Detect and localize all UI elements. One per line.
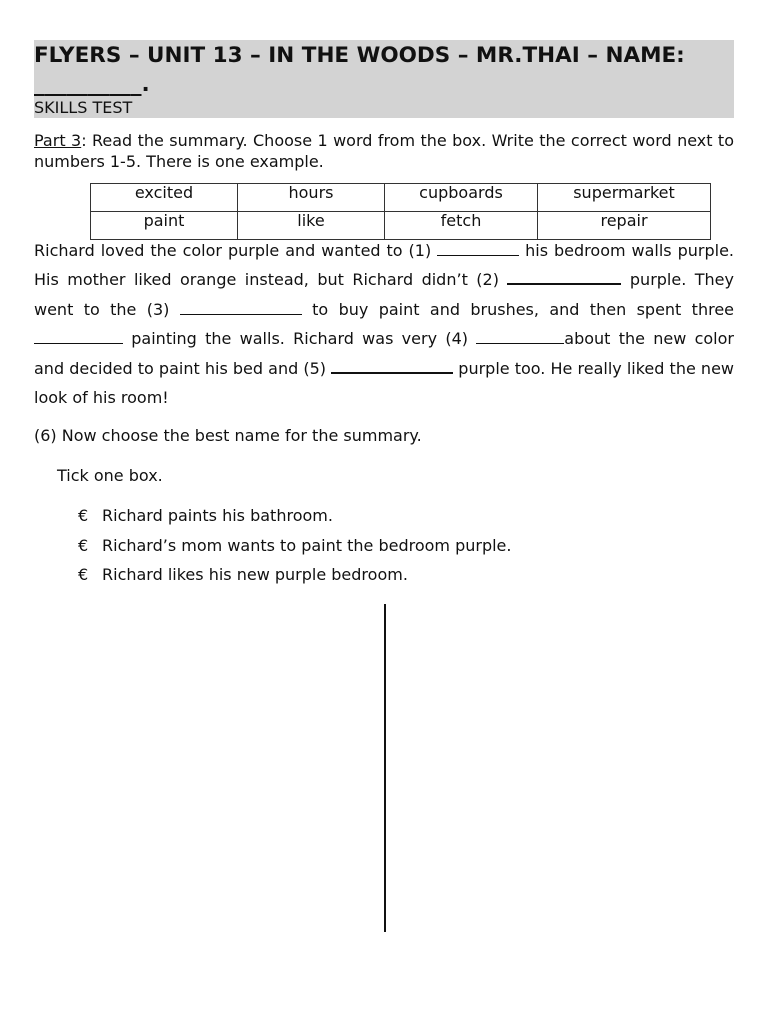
story-text: purple. They went to the (3) [34,270,734,319]
question-6: (6) Now choose the best name for the summary. [34,426,422,445]
option-label: Richard’s mom wants to paint the bedroom purple. [102,535,512,555]
instructions-text: : Read the summary. Choose 1 word from the box. Write the correct word next to numbers 1-5. There is one example. [34,131,734,171]
worksheet-subtitle: SKILLS TEST [34,98,133,117]
word-box-cell: cupboards [385,184,538,212]
checkbox-icon[interactable]: € [78,535,89,555]
part-label: Part 3 [34,131,82,150]
word-box-cell: supermarket [538,184,711,212]
answer-blank-1[interactable] [437,239,519,256]
answer-blank-5[interactable] [331,356,453,374]
instructions [34,130,734,172]
word-box-cell: repair [538,212,711,240]
answer-blank-4[interactable] [476,327,564,344]
story-text: to buy paint and brushes, and then spent three [301,299,735,319]
option-label: Richard likes his new purple bedroom. [102,565,408,584]
option-item[interactable] [78,533,511,563]
word-box-cell: paint [91,212,238,240]
word-box-cell: hours [238,184,385,212]
summary-paragraph [34,236,734,412]
word-box-cell: excited [91,184,238,212]
story-text: purple too. He really liked the new look of his room! [34,358,734,408]
checkbox-icon[interactable]: € [78,506,89,525]
story-text: his bedroom walls purple. His mother liked orange instead, but Richard didn’t (2) [34,241,735,290]
story-text: painting the walls. Richard was very (4) [123,329,477,349]
word-box-cell: fetch [385,212,538,240]
answer-blank-3[interactable] [180,298,302,315]
story-text: about the new color and decided to paint his bed and (5) [34,329,734,378]
word-box-cell: like [238,212,385,240]
tick-instruction: Tick one box. [57,466,163,485]
example-blank[interactable] [34,327,123,344]
word-box-row [91,184,711,212]
vertical-divider [384,604,386,932]
option-item[interactable] [78,503,511,533]
option-item[interactable] [78,562,511,592]
checkbox-icon[interactable]: € [78,565,89,584]
story-text: Richard loved the color purple and wanted to (1) [34,241,438,260]
option-label: Richard paints his bathroom. [102,506,333,525]
answer-blank-2[interactable] [507,267,621,285]
worksheet-title: FLYERS – UNIT 13 – IN THE WOODS – MR.THAI – NAME: __________. [34,43,685,97]
word-box-table [90,183,711,240]
options-list [78,503,511,592]
